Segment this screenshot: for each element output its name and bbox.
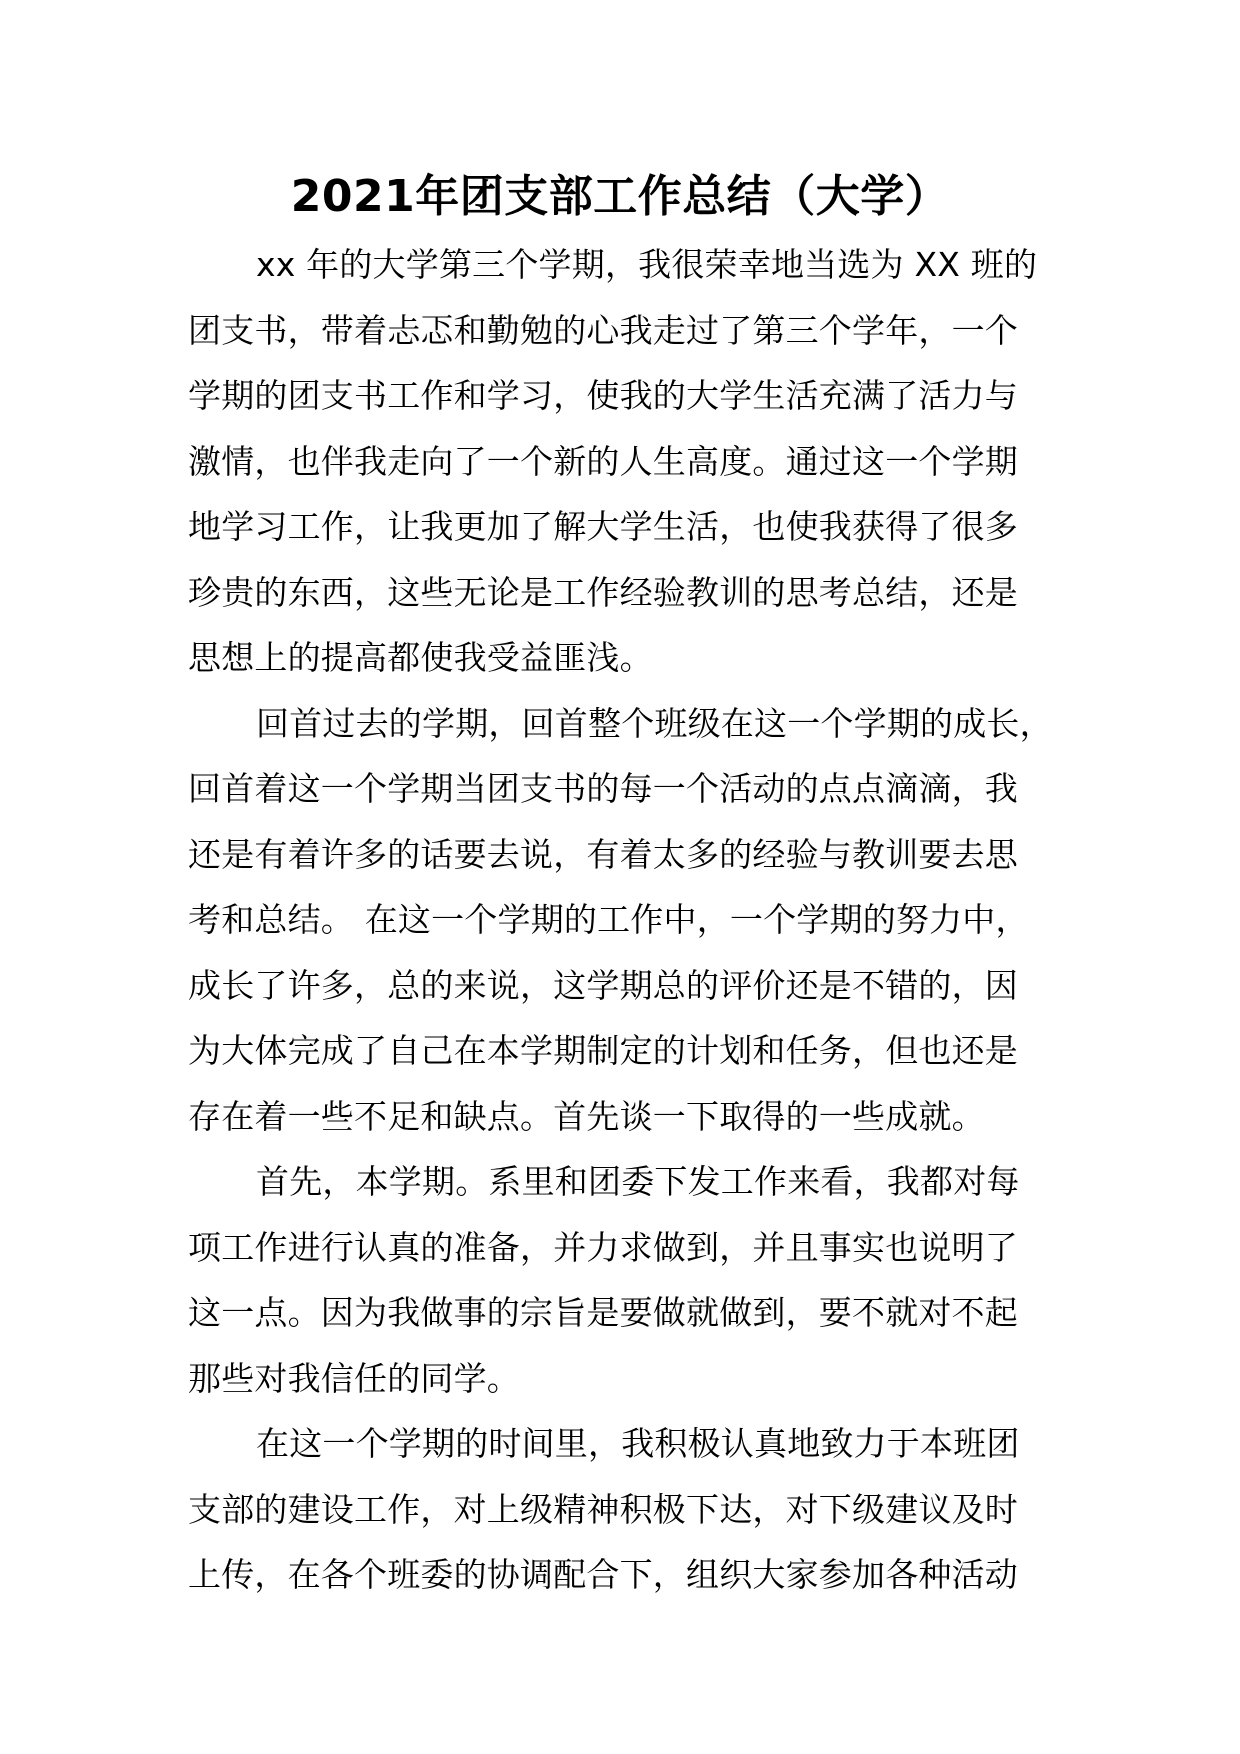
text-line: 回首过去的学期，回首整个班级在这一个学期的成长， — [256, 703, 1053, 743]
text-line: 团支书，带着忐忑和勤勉的心我走过了第三个学年，一个 — [188, 310, 1018, 350]
text-line: 学期的团支书工作和学习，使我的大学生活充满了活力与 — [188, 376, 1018, 415]
text-line: 考和总结。 在这一个学期的工作中，一个学期的努力中， — [188, 900, 1029, 939]
document-title: 2021年团支部工作总结（大学） — [290, 171, 950, 222]
text-line: 回首着这一个学期当团支书的每一个活动的点点滴滴，我 — [188, 769, 1018, 808]
text-line: 激情，也伴我走向了一个新的人生高度。通过这一个学期 — [188, 441, 1018, 481]
text-line: 支部的建设工作，对上级精神积极下达，对下级建议及时 — [188, 1489, 1018, 1529]
text-line: 这一点。因为我做事的宗旨是要做就做到，要不就对不起 — [188, 1293, 1018, 1332]
text-line: 地学习工作，让我更加了解大学生活，也使我获得了很多 — [188, 507, 1018, 546]
text-line: 还是有着许多的话要去说，有着太多的经验与教训要去思 — [188, 834, 1018, 874]
text-line: 存在着一些不足和缺点。首先谈一下取得的一些成就。 — [188, 1096, 985, 1136]
document-body — [188, 232, 1058, 1608]
text-line: 为大体完成了自己在本学期制定的计划和任务，但也还是 — [188, 1031, 1018, 1070]
text-line: 上传，在各个班委的协调配合下，组织大家参加各种活动 — [188, 1555, 1018, 1594]
text-line: 首先，本学期。系里和团委下发工作来看，我都对每 — [256, 1162, 1020, 1201]
text-line: 在这一个学期的时间里，我积极认真地致力于本班团 — [256, 1424, 1020, 1463]
text-line: 珍贵的东西，这些无论是工作经验教训的思考总结，还是 — [188, 572, 1018, 612]
text-line: 思想上的提高都使我受益匪浅。 — [188, 638, 653, 677]
text-line: 那些对我信任的同学。 — [188, 1358, 520, 1398]
text-line: 项工作进行认真的准备，并力求做到，并且事实也说明了 — [188, 1227, 1018, 1267]
text-line: 成长了许多，总的来说，这学期总的评价还是不错的，因 — [188, 965, 1018, 1005]
text-line: xx 年的大学第三个学期，我很荣幸地当选为 XX 班的 — [256, 245, 1038, 284]
